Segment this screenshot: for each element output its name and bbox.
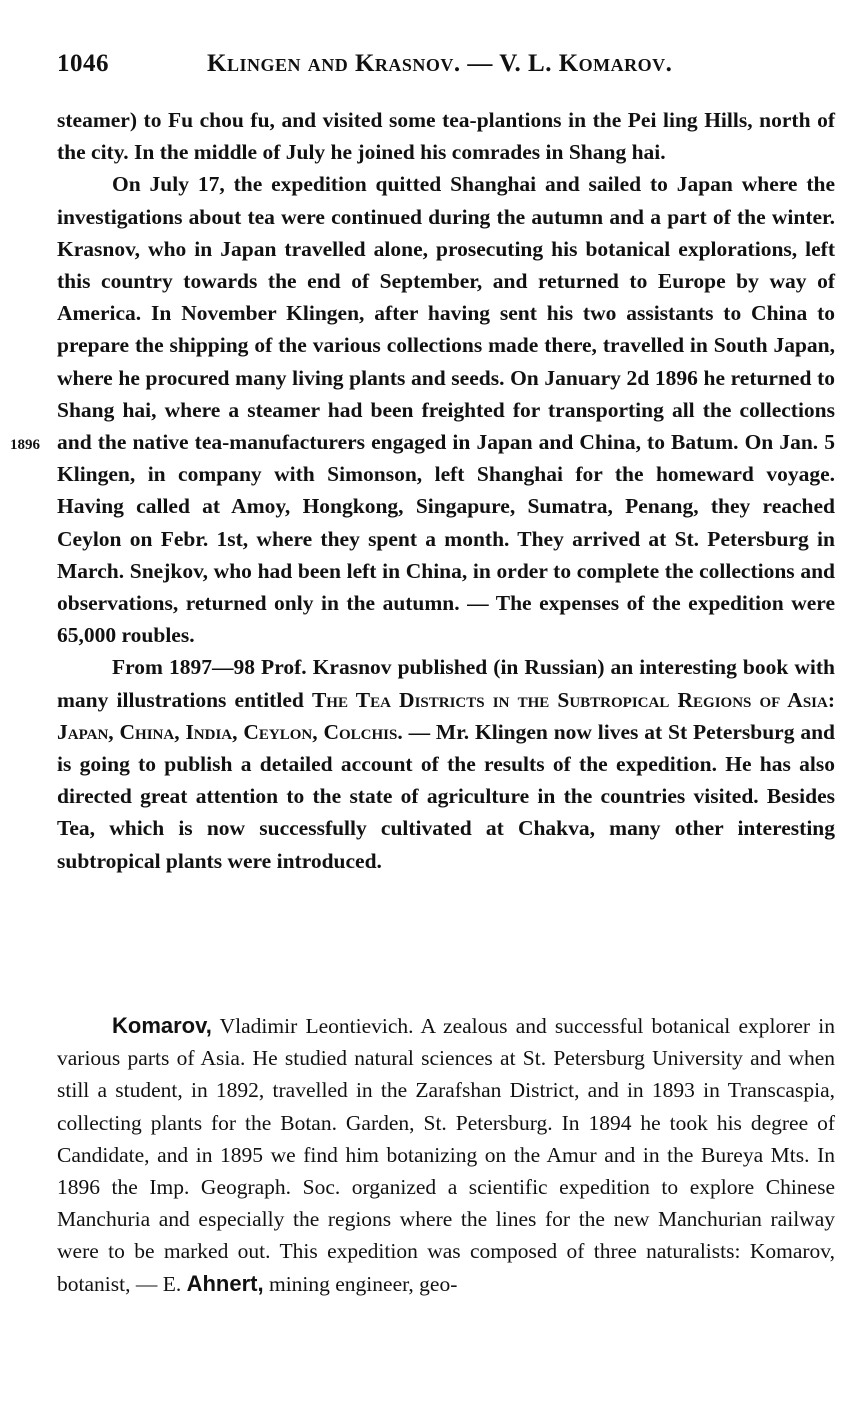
paragraph-3-start: From 1897—98 Prof. Krasnov published (in Russian) an interesting book with many illustrations entitled — [57, 655, 835, 712]
paragraph-3-end: — Mr. Klingen now lives at St Petersburg and is going to publish a detailed account of the results of the expedition. He has also directed great attention to the state of agriculture in the countries visited. Besides Tea, which is now successfully cultivated at Chakva, many other interesting subtropical plants were introduced. — [57, 719, 835, 873]
section-komarov — [57, 1010, 835, 1300]
entry-name: Komarov, — [112, 1013, 212, 1038]
entry-name-2: Ahnert, — [186, 1270, 264, 1296]
paragraph-komarov — [57, 1010, 835, 1300]
book-title: The Tea Districts in the Subtropical Regions of Asia: Japan, China, India, Ceylon, Colchis. — [57, 687, 835, 744]
komarov-text-2: mining engineer, geo- — [263, 1271, 458, 1296]
paragraph-1: steamer) to Fu chou fu, and visited some tea-plantions in the Pei ling Hills, north of the city. In the middle of July he joined his comrades in Shang hai. — [57, 108, 835, 165]
page-header — [57, 50, 837, 86]
page-number: 1046 — [57, 50, 109, 77]
section-klingen-krasnov — [57, 104, 835, 877]
running-title: Klingen and Krasnov. — V. L. Komarov. — [207, 50, 673, 77]
komarov-text-1: Vladimir Leontievich. A zealous and successful botanical explorer in various parts of Asia. He studied natural sciences at St. Petersburg University and when still a student, in 1892, travelled in the Zarafshan District, and in 1893 in Transcaspia, collecting plants for the Botan. Garden, St. Petersburg. In 1894 he took his degree of Candidate, and in 1895 we find him botanizing on the Amur and in the Bureya Mts. In 1896 the Imp. Geograph. Soc. organized a scientific expedition to explore Chinese Manchuria and especially the regions where the lines for the new Manchurian railway were to be marked out. This expedition was composed of three naturalists: Komarov, botanist, — E. — [57, 1014, 835, 1296]
paragraph-2: On July 17, the expedition quitted Shanghai and sailed to Japan where the investigations about tea were continued during the autumn and a part of the winter. Krasnov, who in Japan travelled alone, prosecuting his botanical explorations, left this country towards the end of September, and returned to Europe by way of America. In November Klingen, after having sent his two assistants to China to prepare the shipping of the various collections made there, travelled in South Japan, where he procured many living plants and seeds. On January 2d 1896 he returned to Shang hai, where a steamer had been freighted for transporting all the collections and the native tea-manufacturers engaged in Japan and China, to Batum. On Jan. 5 Klingen, in company with Simonson, left Shanghai for the homeward voyage. Having called at Amoy, Hongkong, Singapure, Sumatra, Penang, they reached Ceylon on Febr. 1st, where they spent a month. They arrived at St. Petersburg in March. Snejkov, who had been left in China, in order to complete the collections and observations, returned only in the autumn. — The expenses of the expedition were 65,000 roubles. — [57, 172, 835, 648]
paragraph-3 — [57, 651, 835, 876]
margin-year-note: 1896 — [10, 437, 40, 453]
